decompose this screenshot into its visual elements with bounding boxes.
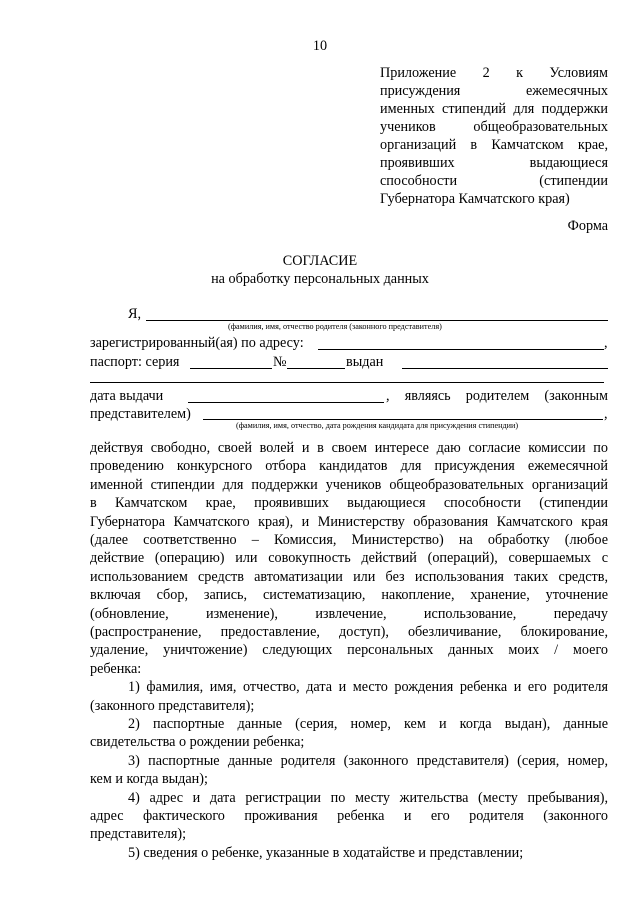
appendix-note [380, 64, 608, 208]
paragraph-line: проведению конкурсного отбора кандидатов для присуждения ежемесячной [90, 458, 608, 475]
issued-label: выдан [346, 354, 384, 370]
list-item: 5) сведения о ребенке, указанные в ходатайстве и представлении; [128, 844, 524, 861]
issue-date-field[interactable] [188, 402, 384, 403]
list-item: 2) паспортные данные (серия, номер, кем и когда выдан), данные [128, 716, 608, 732]
list-item-continuation: адрес фактического проживания ребенка и его родителя (законного [90, 808, 608, 824]
passport-number-field[interactable] [287, 368, 345, 369]
appendix-line: присуждения ежемесячных [380, 83, 608, 99]
paragraph-line: именной стипендии для поддержки учеников общеобразовательных организаций [90, 476, 608, 493]
form-label: Форма [567, 218, 608, 234]
issued-by-continuation-field[interactable] [90, 382, 604, 383]
paragraph-line: ребенка: [90, 660, 142, 677]
appendix-line: проявивших выдающиеся [380, 155, 608, 171]
address-field[interactable] [318, 349, 604, 350]
appendix-line: именных стипендий для поддержки [380, 101, 608, 117]
issue-date-label: дата выдачи [90, 388, 164, 404]
paragraph-line: удаление, уничтожение) следующих персональных данных моих / моего [90, 642, 608, 659]
registered-label: зарегистрированный(ая) по адресу: [90, 335, 304, 351]
candidate-field[interactable] [203, 419, 603, 420]
representative-label: представителем) [90, 406, 191, 422]
paragraph-line: (далее соответственно – Комиссия, Министерство) на обработку (любое [90, 532, 608, 548]
list-item-continuation: (законного представителя); [90, 697, 255, 714]
list-item: 1) фамилия, имя, отчество, дата и место рождения ребенка и его родителя [128, 679, 608, 696]
paragraph-line: Губернатора Камчатского края), и Министерству образования Камчатского края [90, 513, 608, 530]
paragraph-line: (распространение, предоставление, доступ), обезличивание, блокирование, [90, 624, 608, 640]
appendix-line: Губернатора Камчатского края) [380, 191, 570, 207]
parent-name-field[interactable] [146, 320, 608, 321]
paragraph-line: действуя свободно, своей волей и в своем интересе даю согласие комиссии по [90, 440, 608, 456]
list-item-continuation: свидетельства о рождении ребенка; [90, 734, 305, 751]
page-number: 10 [312, 38, 328, 54]
paragraph-line: использованием средств автоматизации или без использования таких средств, [90, 568, 608, 585]
appendix-line: Приложение 2 к Условиям [380, 65, 608, 81]
list-item: 3) паспортные данные родителя (законного представителя) (серия, номер, [128, 752, 608, 769]
document-subtitle: на обработку персональных данных [211, 271, 429, 287]
candidate-hint: (фамилия, имя, отчество, дата рождения кандидата для присуждения стипендии) [236, 421, 519, 430]
passport-series-label: паспорт: серия [90, 354, 180, 370]
comma: , [604, 335, 608, 351]
passport-number-label: № [273, 354, 287, 370]
paragraph-line: (обновление, изменение), извлечение, использование, передачу [90, 605, 608, 622]
paragraph-line: включая сбор, запись, систематизацию, накопление, хранение, уточнение [90, 587, 608, 604]
parent-name-hint: (фамилия, имя, отчество родителя (законного представителя) [228, 322, 442, 331]
appendix-line: организаций в Камчатском крае, [380, 137, 608, 153]
list-item-continuation: представителя); [90, 826, 187, 843]
paragraph-line: действие (операцию) или совокупность действий (операций), совершаемых с [90, 550, 608, 567]
i-label: Я, [128, 306, 142, 322]
list-item-continuation: кем и когда выдан); [90, 771, 208, 788]
appendix-line: способности (стипендии [380, 173, 608, 189]
issued-by-field[interactable] [402, 368, 608, 369]
being-parent-label: , являясь родителем (законным [386, 388, 608, 404]
list-item: 4) адрес и дата регистрации по месту жительства (месту пребывания), [128, 789, 608, 806]
comma: , [604, 406, 608, 422]
paragraph-line: в Камчатском крае, проявивших выдающиеся способности (стипендии [90, 495, 608, 512]
appendix-line: учеников общеобразовательных [380, 119, 608, 135]
document-title: СОГЛАСИЕ [282, 253, 358, 269]
passport-series-field[interactable] [190, 368, 272, 369]
